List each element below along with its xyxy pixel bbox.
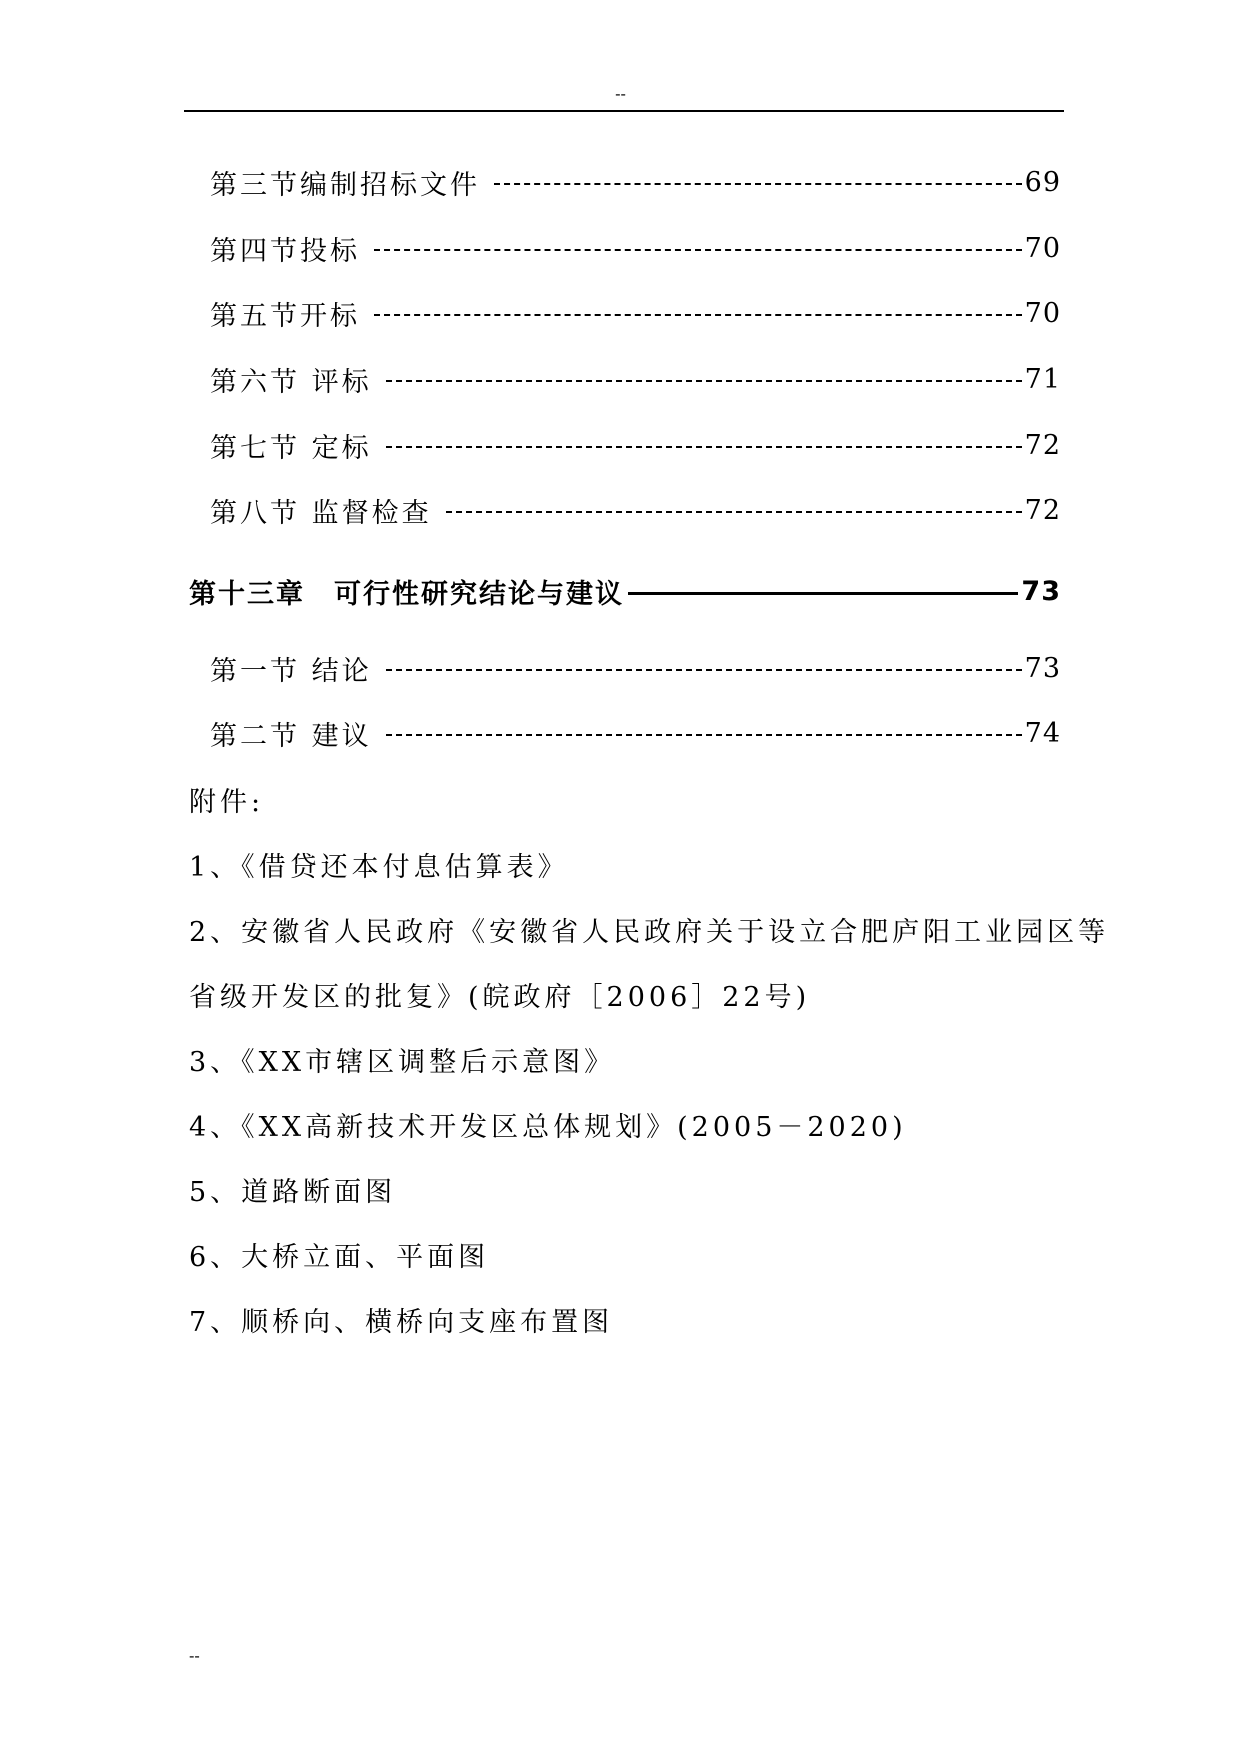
toc-leader: [386, 380, 1022, 382]
attachment-item-continued: 省级开发区的批复》(皖政府［2006］22号): [189, 982, 811, 1013]
toc-entry-title: 第二节 建议: [210, 720, 372, 752]
toc-entry-page: 72: [1024, 429, 1061, 461]
toc-entry-title: 第六节 评标: [210, 366, 372, 398]
toc-leader: [494, 183, 1022, 185]
toc-entry-page: 70: [1024, 297, 1061, 329]
attachment-item: 1、《借贷还本付息估算表》: [189, 852, 569, 883]
toc-entry-page: 74: [1024, 717, 1061, 749]
toc-leader: [386, 446, 1022, 448]
toc-entry[interactable]: [210, 713, 1061, 753]
attachment-item: 5、道路断面图: [189, 1177, 397, 1208]
footer-mark: --: [189, 1646, 200, 1665]
toc-leader: [628, 592, 1018, 595]
toc-chapter-entry[interactable]: [189, 571, 1061, 611]
toc-entry-title: 第四节投标: [210, 235, 360, 267]
toc-entry[interactable]: [210, 162, 1061, 202]
toc-leader: [446, 511, 1022, 513]
toc-entry-page: 69: [1024, 166, 1061, 198]
toc-entry-title: 第五节开标: [210, 300, 360, 332]
header-mark: --: [615, 84, 626, 103]
toc-leader: [374, 249, 1022, 251]
toc-entry[interactable]: [210, 490, 1061, 530]
toc-entry[interactable]: [210, 293, 1061, 333]
toc-entry-title: 第一节 结论: [210, 655, 372, 687]
toc-entry-page: 70: [1024, 232, 1061, 264]
toc-entry-page: 73: [1024, 652, 1061, 684]
toc-entry-title: 第八节 监督检查: [210, 497, 432, 529]
toc-entry-title: 第三节编制招标文件: [210, 169, 480, 201]
attachment-item: 6、大桥立面、平面图: [189, 1242, 490, 1273]
toc-entry-page: 72: [1024, 494, 1061, 526]
toc-chapter-page: 73: [1021, 575, 1061, 607]
toc-leader: [386, 734, 1022, 736]
toc-leader: [374, 314, 1022, 316]
attachment-item: 4、《XX高新技术开发区总体规划》(2005－2020): [189, 1112, 907, 1143]
toc-entry[interactable]: [210, 425, 1061, 465]
toc-entry[interactable]: [210, 228, 1061, 268]
toc-leader: [386, 669, 1022, 671]
header-rule: [184, 110, 1064, 112]
toc-entry[interactable]: [210, 359, 1061, 399]
attachment-item: 7、顺桥向、横桥向支座布置图: [189, 1307, 614, 1338]
toc-entry-page: 71: [1024, 363, 1061, 395]
attachment-item: 3、《XX市辖区调整后示意图》: [189, 1047, 616, 1078]
attachment-item: 2、安徽省人民政府《安徽省人民政府关于设立合肥庐阳工业园区等: [189, 917, 1110, 948]
toc-entry[interactable]: [210, 648, 1061, 688]
toc-entry-title: 第七节 定标: [210, 432, 372, 464]
toc-chapter-title: 第十三章 可行性研究结论与建议: [189, 578, 624, 610]
attachments-heading: 附件:: [189, 787, 265, 818]
